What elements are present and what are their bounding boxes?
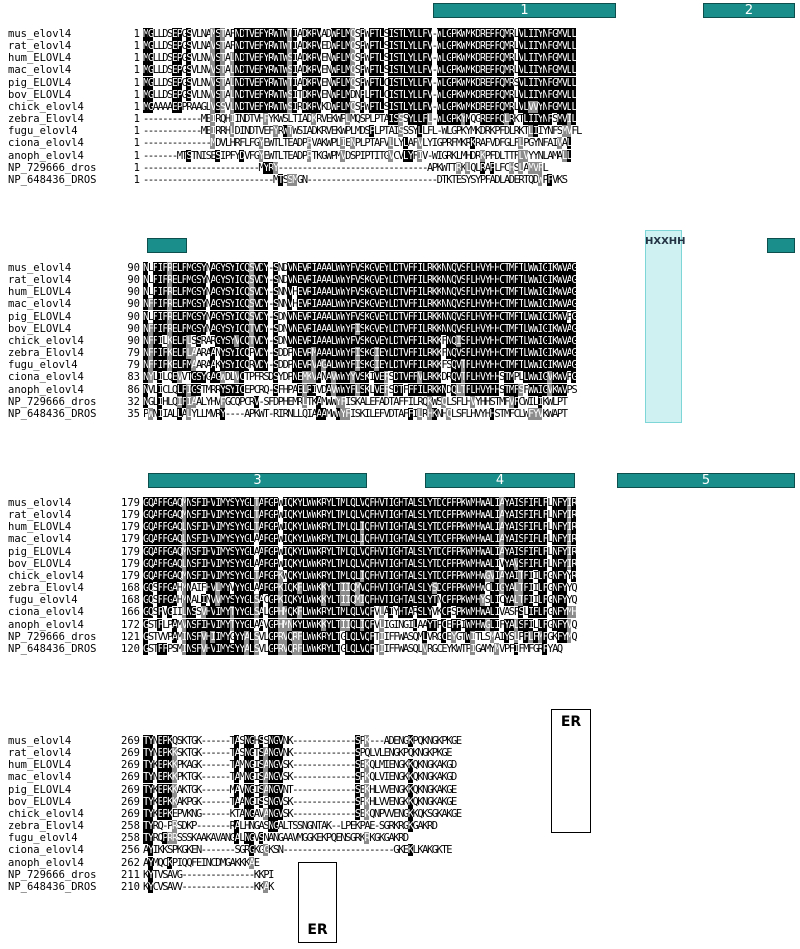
sequence-name: rat_elovl4 (8, 509, 72, 522)
sequence-residues: ------------------------MYRY-------------------------------APKWTTRKLQLRAPLFCHSLAMVFL (143, 161, 548, 174)
er-label-bottom: ER (300, 920, 335, 941)
sequence-residues: NLFIFRELFMGSYNAGYSYICQSVDY-SNNVHEVRIAAALWWYFVSKGVEYLDTVFFILRKKNNQVSFLHVYHHCTMFTLWWIGIKWVAG (143, 286, 577, 299)
sequence-residues: -------MTSTNISESIPFYDVFGYEWTLTEADPRTKGWPMVDSPIPTITGVCVLYFIV-WIGRKLMHDRKPFDLTTFLVYYNLAMALL (143, 149, 572, 162)
sequence-name: mac_elovl4 (8, 533, 72, 546)
sequence-name: chick_elovl4 (8, 569, 84, 582)
sequence-start-position: 79 (127, 359, 140, 372)
sequence-name: bov_ELOVL4 (8, 795, 72, 808)
sequence-start-position: 1 (133, 64, 140, 77)
sequence-start-position: 269 (121, 807, 140, 820)
sequence-start-position: 179 (121, 497, 140, 509)
sequence-name: rat_elovl4 (8, 40, 72, 53)
sequence-name: zebra_Elovl4 (8, 113, 84, 126)
sequence-residues: NLFIFRELFMGSYNAGYSYICQSVDY-SNDVNEVRIAAALWWYFVSKGVEYLDTVFFILRKKNNQVSFLHVYHHCTMFTLWWIGIKWVAG (143, 262, 577, 274)
sequence-residues: NVLICLQLFIGSTMRRYSYICEPCRQ-SFHPAELRIVDAVWWYFLSKLVEFSDTFFFILRKKNDQLTFLHVYHHSTMFSFWWIGVKWVPS (143, 383, 577, 396)
sequence-start-position: 168 (121, 582, 140, 595)
sequence-start-position: 1 (133, 88, 140, 101)
sequence-start-position: 269 (121, 759, 140, 772)
sequence-start-position: 179 (121, 557, 140, 570)
sequence-residues: NYLILQEVVTGSYGAGWDLVCTPFRSDSYDPNEMKVANAVWWYYVSKIVEFSDTVFFVLRKKDRQVTFLHVYHHSTMPLLWWIGVKWVPG (143, 371, 577, 384)
sequence-name: fugu_elovl4 (8, 594, 78, 607)
sequence-name: NP_648436_DROS (8, 880, 97, 893)
sequence-name: bov_ELOVL4 (8, 322, 72, 335)
sequence-name: ciona_elovl4 (8, 606, 84, 619)
sequence-start-position: 269 (121, 771, 140, 784)
sequence-name: anoph_elovl4 (8, 856, 84, 869)
sequence-residues: GQAFFGAQMNSFIHVIMYSYYGLAAFGPWIQKYLWWKRYLTMLQLVQFHVTIGHTALSLYTDCPFPKWMHWALIAYAISFIFLFLNFYIR (143, 545, 577, 558)
sequence-residues: AYMQCKPIQQFEINCDMGAKKKAE (143, 856, 259, 869)
sequence-residues: NLFIFRELFMGSYNAGYSYICQSVDY-SNDVNEVRIAAALWWYFVSKGVEYLDTVFFILRKKNNQVSFLHVYHHCTMFTLWWIGIKWVAG (143, 274, 577, 287)
sequence-name: NP_648436_DROS (8, 407, 97, 420)
sequence-start-position: 90 (127, 262, 140, 274)
sequence-start-position: 35 (127, 407, 140, 420)
sequence-start-position: 90 (127, 322, 140, 335)
sequence-residues: GQAFFGAQMNSFIHVIMYSYYGLTAFGPKWQKYLWWKRYLTMLQLIQFHVTIGHTALSLYTDCPFPKWMHWGVIAYAITFIILFGNFYYR (143, 569, 577, 582)
sequence-residues: MGLLDSEPGSVLNAMSTAFNDTVEFYRWTWTIADKRVADWPLMQSPWPTLSISTLYLLFV-WLGPKWMKDREPFQMRLVLIIYNFGMVLL (143, 28, 577, 40)
sequence-start-position: 86 (127, 383, 140, 396)
sequence-residues: GQAFFGAQLNSFIHVIMYSYYGLTAFGPWIQKYLWWKRYLTMLQLIQFHVTIGHTALSLYTDCPFPKWMHWALIAYAISFIFLFLNFYIR (143, 521, 577, 534)
sequence-name: rat_elovl4 (8, 274, 72, 287)
sequence-start-position: 90 (127, 310, 140, 323)
sequence-name: hum_ELOVL4 (8, 286, 72, 299)
sequence-residues: MGAAAAEPPRAAGLVSSVLNDTVEFYRWTWSIRDKRVKDWPLMQSPWPTLSISTLYLLFV-WLGPKWMKDREPFQMRLVLVVYNFGMVLL (143, 100, 577, 113)
sequence-name: chick_elovl4 (8, 807, 84, 820)
sequence-start-position: 90 (127, 298, 140, 311)
sequence-residues: NFFIFKELFLAARAANYSYICQPVDY-SDDPNEVRMAAALWWYFISKGIEYLDTVFFILRKKFNQVSFLHVYHHCTMFTLWWIGIKWVAG (143, 347, 577, 360)
sequence-name: rat_elovl4 (8, 747, 72, 760)
sequence-start-position: 1 (133, 173, 140, 186)
sequence-residues: GQSFFGAHMNAIFHVLMYVYYGLAAFGPKIQKFLWWKKYLTIIQMVQFHVTIGHTALSLYSDCPFPKWMHWCLIGYALTFIILFGNFYYQ (143, 582, 577, 595)
sequence-residues: GQSFFGAHMNALINVVMYSYYGLSACGPKIQKYLWWKKYLTIIQMIQFHVTIGHTALSLYTNCPFPKWMHYSLICYALTFIILFGNFYYQ (143, 594, 577, 607)
sequence-name: NP_648436_DROS (8, 642, 97, 655)
sequence-start-position: 121 (121, 630, 140, 643)
sequence-residues: TYRQPRRSSSKAAKAVANGALNGVSNANGAAVMGGKEKPQENSGRKRKGKGAKRD (143, 832, 408, 845)
sequence-name: pig_ELOVL4 (8, 783, 72, 796)
sequence-residues: TYNEPKKSKTGK------TASNGTSANGVNK-------------SPQLVLENGKPQKNGKPKGE (143, 747, 451, 760)
sequence-start-position: 1 (133, 149, 140, 162)
sequence-residues: MGLLDSEPGSVLNVVSTALNDTVEFYRWTWSITDKRVENWPLMDNPLPTLCISTLYLLFV-WLGPKWMKDREPFQMRLVLIIYNFGMVLL (143, 88, 577, 101)
sequence-name: mac_elovl4 (8, 298, 72, 311)
sequence-start-position: 172 (121, 618, 140, 631)
sequence-residues: NFFIFRELFMGSYNAGYSYICQSVDY-SNNVHEVRIAAALWWYFVSKGVEYLDTVFFILRKKNNQVSFLHVYHHCTMFTLWWIGIKWVAG (143, 298, 577, 311)
sequence-start-position: 269 (121, 735, 140, 747)
sequence-name: NP_729666_dros (8, 630, 97, 643)
sequence-residues: GQSFVGIILNSSVHVIMYTYYGLSALGPHMQKFLWWKRYLTMLQLVQFVLAIYHTARSLYVKCPSPKWMHWALIVASFSLIFLFGNFYMH (143, 606, 577, 619)
sequence-name: ciona_elovl4 (8, 371, 84, 384)
sequence-start-position: 210 (121, 880, 140, 893)
sequence-start-position: 168 (121, 594, 140, 607)
sequence-start-position: 179 (121, 509, 140, 522)
sequence-start-position: 258 (121, 832, 140, 845)
sequence-start-position: 90 (127, 334, 140, 347)
sequence-name: mus_elovl4 (8, 735, 72, 747)
sequence-residues: PWNIIALLALYLLMVRY----APKWT-RIRNLLQIAAAMWWYFISKILEFVDTAFFILRHKNHQLSFLHVYHHSTMFCLWFYVKWAPT (143, 407, 567, 420)
sequence-residues: GQAFFGAQLNSFIHVIMYSYYGLAAFGPWIQKYLWWKRYLTMLQLVQFHVTIGHTALSLYTDCPFPKWMHWALIVYAVSFIFLFLNFYIR (143, 557, 577, 570)
sequence-name: anoph_elovl4 (8, 618, 84, 631)
sequence-name: fugu_elovl4 (8, 832, 78, 845)
sequence-name: fugu_elovl4 (8, 359, 78, 372)
sequence-name: hum_ELOVL4 (8, 759, 72, 772)
sequence-name: hum_ELOVL4 (8, 521, 72, 534)
helix-5: 5 (617, 473, 795, 488)
sequence-name: chick_elovl4 (8, 334, 84, 347)
sequence-name: NP_729666_dros (8, 161, 97, 174)
sequence-name: pig_ELOVL4 (8, 310, 72, 323)
sequence-start-position: 258 (121, 820, 140, 833)
sequence-start-position: 1 (133, 137, 140, 150)
sequence-name: mac_elovl4 (8, 771, 72, 784)
sequence-residues: GSTFFPSMINSFVHVIMYSYYALSVLGPRVQRFLWWKRYLTGLQLVQFTIIFFWASQLVRGCEYKWTPIGAMYMVPFIFMFGRFYAQ (143, 642, 562, 655)
sequence-residues: KYCVSAVV---------------KKAK (143, 880, 273, 893)
sequence-start-position: 32 (127, 395, 140, 408)
sequence-residues: TYNEPKKPKTGK------TAMNGISANGVSK-------------SPKQLVIENGKKQKNGKAKGD (143, 771, 456, 784)
sequence-start-position: 211 (121, 868, 140, 881)
sequence-residues: TYKEPKKPKAGK------TAMNGISANGVSK-------------SEKQLMIENGKKQKNGKAKGD (143, 759, 456, 772)
sequence-name: NP_729666_dros (8, 395, 97, 408)
sequence-name: hum_ELOVL4 (8, 52, 72, 65)
sequence-start-position: 179 (121, 521, 140, 534)
sequence-residues: NLFIFRELFMGSYNAGYSYICQSVDY-SDNVNEVRIAAALWWYFVSKGVEYLDTVFFILRKKNNQVSFLHVYHHCTMFTLWWIGIKWVPG (143, 310, 577, 323)
sequence-name: mus_elovl4 (8, 262, 72, 274)
sequence-name: chick_elovl4 (8, 100, 84, 113)
sequence-start-position: 1 (133, 52, 140, 65)
sequence-start-position: 166 (121, 606, 140, 619)
sequence-start-position: 1 (133, 113, 140, 126)
sequence-start-position: 120 (121, 642, 140, 655)
sequence-start-position: 1 (133, 125, 140, 138)
sequence-residues: MGLLDSEPGSVLNVVSTALNDTVEFYRWTWTIADKRVENWPLMQSPWPTLCISTLYLLFV-WLGPKWMKDREPFQMRSVLIIYNFGMVLL (143, 76, 577, 89)
sequence-name: mus_elovl4 (8, 28, 72, 40)
sequence-residues: TYKEPKEPVKNG------KTANGAVANGVSK-------------SEKQNPVVENGKKQKSGKAKGE (143, 807, 461, 820)
helix-3: 3 (148, 473, 367, 488)
sequence-name: NP_648436_DROS (8, 173, 97, 186)
sequence-name: mus_elovl4 (8, 497, 72, 509)
sequence-name: anoph_elovl4 (8, 149, 84, 162)
sequence-name: pig_ELOVL4 (8, 545, 72, 558)
sequence-start-position: 269 (121, 783, 140, 796)
sequence-residues: NFFIFKELFMAARAAKYSYICQRVDY-SDDPNEVRVAGALWWYFISKGIEYLDTVFFILRKKFSQVTFLHVYHHCTMFTLWWIGIKWVAG (143, 359, 577, 372)
sequence-residues: GQAFFGAQLNSFIHVIMYSYYGLAAFGPWIQKYLWWKRYLTMLQLIQFHVTIGHTALSLYTDCPFPKWMHWALIAYAISFIFLFLNFYIR (143, 533, 577, 546)
sequence-residues: AYIKKSPKGKEN-------SGRGKGGKSN-----------------------GKEKLKAKGKTE (143, 844, 451, 857)
sequence-name: fugu_elovl4 (8, 125, 78, 138)
sequence-name: anoph_elovl4 (8, 383, 84, 396)
sequence-residues: NFFILKELFLSSRARGYSYVCQTVDY-SDNVNEVRIAAALWWYFVSKGVEYLDTVFFILRKKFNQISFLHVYHHCTMFTLWWIGIKWVAG (143, 334, 577, 347)
sequence-start-position: 83 (127, 371, 140, 384)
sequence-residues: NGLIHLQIFIAALYHVFGCQPCRV-SFDPHEMRLTKAMWWYFISKALEFADTAFFILRQKWSQLSFLHVYHHSTMFVFCWILIKWLPT (143, 395, 567, 408)
sequence-start-position: 79 (127, 347, 140, 360)
sequence-start-position: 179 (121, 569, 140, 582)
sequence-name: bov_ELOVL4 (8, 557, 72, 570)
sequence-residues: --------------MDVLHRFLFGYEWTLTEADPRVAKWPLIENPLPTAFVLLYLAFVLYIGPRFMKRKRAFVDFGLFLPGYNFAIVAL (143, 137, 572, 150)
sequence-start-position: 90 (127, 286, 140, 299)
sequence-name: zebra_Elovl4 (8, 820, 84, 833)
sequence-residues: GQAFFGAQMNSFIHVIMYSYYGLTAFGPWIQKYLWWKRYLTMLQLVQFHVTIGHTALSLYTDCPFPKWMHWALIAYAISFIFLFLNFYIR (143, 509, 577, 522)
sequence-residues: GSTFLPAMVNSFIHVIMYTYYGLAAVGPHMNKYLWWKKYLTIIQLIQFVLIGINGILAAYTPCEFPIWMHWGLIFYALSFILLFGNFYVQ (143, 618, 577, 631)
sequence-residues: TYKEPKKAKTGK------MAVNGISANGVNT-------------SEKHLVVENGKKQKNGKAKGE (143, 783, 456, 796)
sequence-start-position: 90 (127, 274, 140, 287)
sequence-start-position: 179 (121, 545, 140, 558)
sequence-residues: TYRQ-PRSDKP-------RALHNGASNGALTSSNGNTAK--LPEKPAE-SGRKRGKGAKRD (143, 820, 437, 833)
sequence-residues: GSTVVPAMINSFVHIIMYGYYALSVLGPRVQRFLWWKRYLTGLQLVQFTIIFFWASQMLVRGCEYGTWITLSMAIYSLPFLFMFGKFYMQ (143, 630, 577, 643)
sequence-name: bov_ELOVL4 (8, 88, 72, 101)
sequence-start-position: 179 (121, 533, 140, 546)
sequence-residues: KYTVSAVG---------------KKPI (143, 868, 273, 881)
sequence-residues: ------------MEIRRHLDINDTVEFYRWTWSIADKRVEKWPLMDSPLPTAISSSYLLFL-WLGPKYMKDRKPFDLRKTLIIYNFSMVFL (143, 125, 581, 138)
helix-2: 2 (703, 3, 795, 18)
sequence-start-position: 256 (121, 844, 140, 857)
sequence-residues: ------------MEIRQHIINDTVHFYKWSLTIADKRVEKWPLMQSPLPTAISSSYLLFL-WLGPKYMQGREPFQLRKTLIIYNFSMVIL (143, 113, 577, 126)
sequence-start-position: 269 (121, 795, 140, 808)
er-label-top: ER (553, 711, 589, 733)
sequence-residues: ---------------------------MTSSMGN---------------------------DTKTESYSYPFADLADERTQDWPFVKS (143, 173, 567, 186)
sequence-name: ciona_elovl4 (8, 844, 84, 857)
sequence-residues: MGLLDSEPGSVLNVVSTALNDTVEFYRWTWSIADKRVENWPLMQSPWPTLSISTLYLLFV-WLGPKWMKDREPFQMRLVLIIYNFGMVLL (143, 52, 577, 65)
sequence-residues: MGLLDSEPGSVLNVVSTALNDTVEFYRWTWSIADKRVENWPLMQSPWPTLSISTLYLLFV-WLGPKWMKDREPFQMRLVLIIYNFGMVLL (143, 64, 577, 77)
sequence-name: mac_elovl4 (8, 64, 72, 77)
sequence-residues: NFFIFRELFMGSYNAGYSYICQTVDY-SDNVNEVRIAAALWWYFISKGVEYLDTVFFILRKKNNQVSFLHVYHHCTMFTLWWIGIKWVAG (143, 322, 577, 335)
sequence-start-position: 1 (133, 28, 140, 40)
sequence-residues: GQAFFGAQMNSFIHVIMYSYYGLTAFGPWIQKYLWWKRYLTMLQLVQFHVTIGHTALSLYTDCPFPKWMHWALIAYAISFIFLFLNFYIR (143, 497, 577, 509)
helix-1: 1 (433, 3, 616, 18)
sequence-residues: TYNEPKQSKTGK------TASNGHSSNGVNK-------------SPK---ADENGKPQKNGKPKGE (143, 735, 461, 747)
sequence-start-position: 1 (133, 100, 140, 113)
sequence-start-position: 269 (121, 747, 140, 760)
sequence-name: ciona_elovl4 (8, 137, 84, 150)
helix-4: 4 (425, 473, 575, 488)
sequence-name: zebra_Elovl4 (8, 582, 84, 595)
sequence-residues: TYKEPKKAKPGK------TAANGISSNGVSK-------------SPKHLVVENGKKQKNGKAKGE (143, 795, 456, 808)
sequence-residues: MGLLDSEPGSVLNAVSTAFNDTVEFYRWTWTIADKRVEDWPLMQSPWPTLSISTLYLLFV-WLGPKWMKDREPFQMRLVLIIYNFGMVLL (143, 40, 577, 53)
sequence-start-position: 262 (121, 856, 140, 869)
sequence-name: NP_729666_dros (8, 868, 97, 881)
sequence-name: pig_ELOVL4 (8, 76, 72, 89)
sequence-start-position: 1 (133, 161, 140, 174)
sequence-start-position: 1 (133, 76, 140, 89)
sequence-start-position: 1 (133, 40, 140, 53)
sequence-name: zebra_Elovl4 (8, 347, 84, 360)
hxxhh-motif-label: HXXHH (645, 236, 686, 247)
